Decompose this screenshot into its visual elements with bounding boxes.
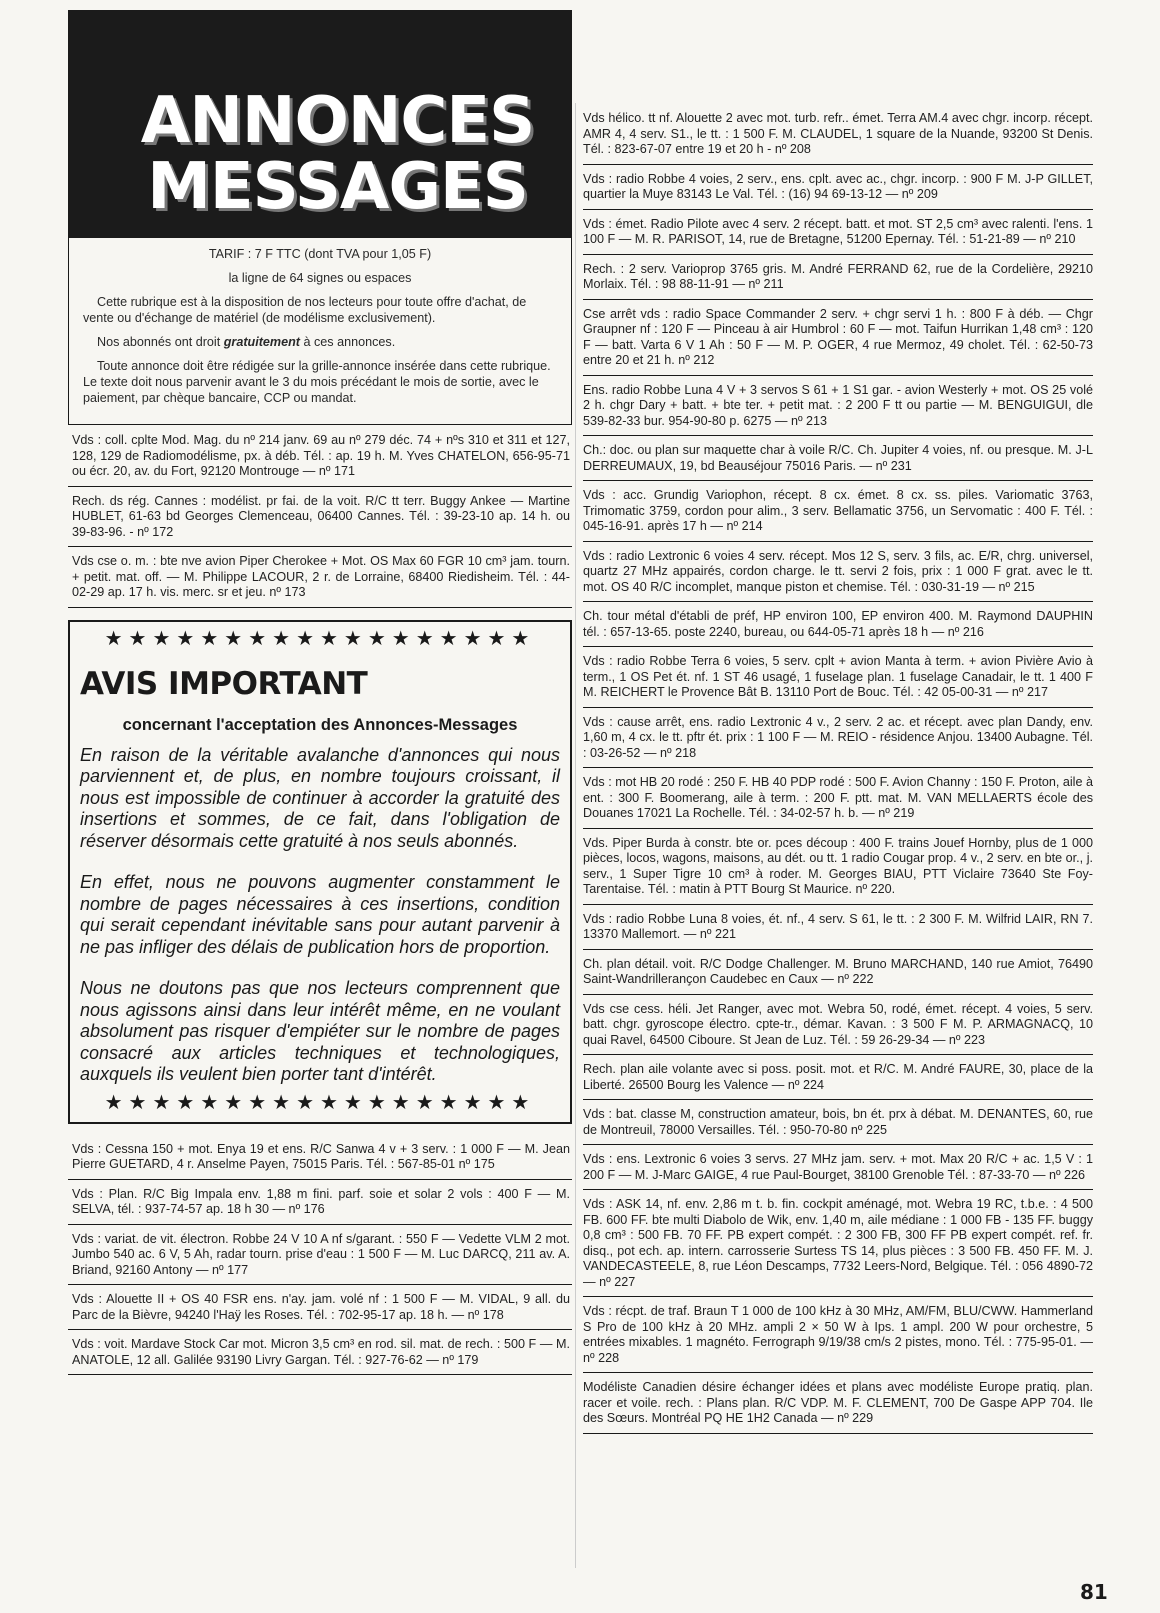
- right-column: [583, 103, 1093, 1434]
- classified-ad: Vds : Cessna 150 + mot. Enya 19 et ens. R/C Sanwa 4 v + 3 serv. : 1 000 F — M. Jean Pierre GUETARD, 4 r. Anselme Payen, 75015 Paris. Tél. : 567-85-01 nº 175: [68, 1134, 572, 1180]
- classified-ad: Vds : variat. de vit. électron. Robbe 24 V 10 A nf s/garant. : 550 F — Vedette VLM 2 mot. Jumbo 540 ac. 6 V, 5 Ah, radar tourn. prise d'eau : 1 500 F — M. Luc DARCQ, 211 av. A. Briand, 92160 Antony — nº 177: [68, 1225, 572, 1286]
- title-line-2: MESSAGES: [147, 150, 528, 224]
- important-notice: [68, 620, 572, 1124]
- classified-ad: Vds cse cess. héli. Jet Ranger, avec mot. Webra 50, rodé, émet. récept. 4 voies, 5 serv. batt. chgr. gyroscope électro. cpte-tr., démar. Kavan. : 3 500 F M. P. ARMAGNACQ, 10 quai Ravel, 64500 Ciboure. St Jean de Luz. Tél. : 59 26-29-34 — nº 223: [583, 995, 1093, 1056]
- notice-paragraph: Nous ne doutons pas que nos lecteurs comprennent que nous agissons ainsi dans leur intérêt même, en ne voulant absolument pas risquer d'empiéter sur le nombre de pages consacré aux articles techniques et technologiques, auxquels ils veulent bien porter tant d'intérêt.: [80, 978, 560, 1084]
- classified-ad: Cse arrêt vds : radio Space Commander 2 serv. + chgr servi 1 h. : 800 F à déb. — Chgr Graupner nf : 120 F — Pinceau à air Humbrol : 60 F — mot. Taifun Hurrikan 1,48 cm³ : 120 F — batt. Varta 6 V 1 Ah : 50 F — M. P. OGER, 4 rue Mermoz, 49 cholet. Tél. : 62-50-73 entre 20 et 21 h. nº 212: [583, 300, 1093, 376]
- classified-ad: Vds : radio Robbe Luna 8 voies, ét. nf., 4 serv. S 61, le tt. : 2 300 F. M. Wilfrid LAIR, RN 7. 13370 Mallemort. — nº 221: [583, 905, 1093, 950]
- classified-ad: Vds : cause arrêt, ens. radio Lextronic 4 v., 2 serv. 2 ac. et récept. avec plan Dandy, env. 1,60 m, 4 cx. le tt. pftr ét. prix : 1 100 F — M. REIO - résidence Anjou. 13400 Aubagne. Tél. : 03-26-52 — nº 218: [583, 708, 1093, 769]
- page-number: 81: [1080, 1580, 1108, 1604]
- classified-ad: Vds hélico. tt nf. Alouette 2 avec mot. turb. refr.. émet. Terra AM.4 avec chgr. incorp. récept. AMR 4, 4 serv. S1., le tt. : 1 500 F. M. CLAUDEL, 1 square de la Nuande, 93200 St Denis. Tél. : 823-67-07 entre 19 et 20 h - nº 208: [583, 103, 1093, 165]
- tarif-para-1: Cette rubrique est à la disposition de nos lecteurs pour toute offre d'achat, de vente ou d'échange de matériel (de modélisme exclusivement).: [83, 295, 527, 325]
- column-divider: [575, 103, 576, 1568]
- classified-ad: Vds : Alouette II + OS 40 FSR ens. n'ay. jam. volé nf : 1 500 F — M. VIDAL, 9 all. du Parc de la Bièvre, 94240 l'Haÿ les Roses. Tél. : 702-95-17 ap. 18 h. — nº 178: [68, 1285, 572, 1330]
- left-ads-bottom: [68, 1134, 572, 1376]
- notice-subtitle: concernant l'acceptation des Annonces-Messages: [122, 715, 518, 734]
- left-column: [68, 10, 572, 1375]
- notice-paragraph: En effet, nous ne pouvons augmenter constamment le nombre de pages nécessaires à ces insertions, condition qui serait cependant inévitable sans pour autant parvenir à ne pas infliger des délais de publication hors de proportion.: [80, 872, 560, 957]
- classified-ad: Ch.: doc. ou plan sur maquette char à voile R/C. Ch. Jupiter 4 voies, nf. ou presque. M. J-L DERREUMAUX, 19, bd Beauséjour 75016 Paris. — nº 231: [583, 436, 1093, 481]
- star-row-bottom: ★★★★★★★★★★★★★★★★★★: [104, 1091, 536, 1114]
- classified-ad: Vds : acc. Grundig Variophon, récept. 8 cx. émet. 8 cx. ss. piles. Variomatic 3763, Trimomatic 3759, cordon pour alim., 3 serv. Bellamatic 3756, un Servomatic : 400 F. Tél. : 045-16-91. après 17 h — nº 214: [583, 481, 1093, 542]
- classified-ad: Vds : coll. cplte Mod. Mag. du nº 214 janv. 69 au nº 279 déc. 74 + nºs 310 et 311 et 127, 128, 129 de Radiomodélisme, px. à déb. Tél. : ap. 19 h. M. Yves CHATELON, 656-95-71 ou écr. 20, av. du Fort, 92120 Montrouge — nº 171: [68, 425, 572, 487]
- classified-ad: Vds : émet. Radio Pilote avec 4 serv. 2 récept. batt. et mot. ST 2,5 cm³ avec ralenti. l'ens. 1 100 F — M. R. PARISOT, 14, rue de Bretagne, 51200 Epernay. Tél. : 51-21-89 — nº 210: [583, 210, 1093, 255]
- tarif-box: [68, 238, 572, 425]
- classified-ad: Vds cse o. m. : bte nve avion Piper Cherokee + Mot. OS Max 60 FGR 10 cm³ jam. tourn. + petit. mat. off. — M. Philippe LACOUR, 2 r. de Lorraine, 68400 Riedisheim. Tél. : 44-02-29 ap. 17 h. vis. merc. sr et jeu. nº 173: [68, 547, 572, 608]
- classified-ad: Modéliste Canadien désire échanger idées et plans avec modéliste Europe pratiq. plan. racer et voile. rech. : Plans plan. R/C VDP. M. F. CLEMENT, 700 De Gaspe APP 704. Ile des Sœurs. Montréal PQ HE 1H2 Canada — nº 229: [583, 1373, 1093, 1434]
- tarif-line-1: TARIF : 7 F TTC (dont TVA pour 1,05 F): [208, 247, 432, 261]
- classified-ad: Vds : bat. classe M, construction amateur, bois, bn ét. prx à débat. M. DENANTES, 60, rue de Montreuil, 78000 Versailles. Tél. : 950-70-80 nº 225: [583, 1100, 1093, 1145]
- star-row-top: ★★★★★★★★★★★★★★★★★★: [104, 627, 536, 650]
- classified-ad: Vds : radio Lextronic 6 voies 4 serv. récept. Mos 12 S, serv. 3 fils, ac. E/R, chrg. universel, quartz 27 MHz appairés, cordon charge. le tt. servi 2 fois, prix : 1 000 F grat. avec le tt. mot. OS 40 R/C incomplet, manque piston et chemise. Tél. : 030-31-19 — nº 215: [583, 542, 1093, 603]
- notice-title: AVIS IMPORTANT: [80, 665, 368, 702]
- tarif-para-2: Nos abonnés ont droit gratuitement à ces annonces.: [97, 335, 396, 349]
- classified-ad: Vds : récpt. de traf. Braun T 1 000 de 100 kHz à 30 MHz, AM/FM, BLU/CWW. Hammerland S Pro de 100 kHz à 20 MHz. ampli 2 × 50 W à Ips. 1 ampl. 200 W pour orchestre, 5 entrées mixables. 1 magnéto. Ferrograph 9/19/38 cm/s 2 pistes, mono. Tél. : 775-95-01. — nº 228: [583, 1297, 1093, 1373]
- section-title: [113, 84, 562, 224]
- classified-ad: Ens. radio Robbe Luna 4 V + 3 servos S 61 + 1 S1 gar. - avion Westerly + mot. OS 25 volé 2 h. chgr Dary + batt. + bte ter. + petit mat. : 2 200 F tt ou partie — M. BENGUIGUI, dle 539-82-33 bur. 954-90-80 p. 6275 — nº 213: [583, 376, 1093, 437]
- classified-ad: Vds : voit. Mardave Stock Car mot. Micron 3,5 cm³ en rod. sil. mat. de rech. : 500 F — M. ANATOLE, 12 all. Galilée 93190 Livry Gargan. Tél. : 927-76-62 — nº 179: [68, 1330, 572, 1375]
- classified-ad: Rech. plan aile volante avec si poss. posit. mot. et R/C. M. André FAURE, 30, place de la Liberté. 26500 Bourg les Valence — nº 224: [583, 1055, 1093, 1100]
- classified-ad: Rech. ds rég. Cannes : modélist. pr fai. de la voit. R/C tt terr. Buggy Ankee — Martine HUBLET, 61-63 bd Georges Clemenceau, 06400 Cannes. Tél. : 39-23-10 ap. 14 h. ou 39-83-96. - nº 172: [68, 487, 572, 548]
- tarif-para-3: Toute annonce doit être rédigée sur la grille-annonce insérée dans cette rubrique. Le texte doit nous parvenir avant le 3 du mois précédant le mois de sortie, avec le paiement, par chèque bancaire, CCP ou mandat.: [83, 359, 551, 405]
- classified-ad: Vds : ASK 14, nf. env. 2,86 m t. b. fin. cockpit aménagé, mot. Webra 19 RC, t.b.e. : 4 500 FB. 600 FF. bte multi Diabolo de Wik, env. 1,40 m, aile médiane : 1 000 FB - 135 FF. buggy 0,8 cm³ : 500 FB. 70 FF. PB expert compét. : 2 300 FB, 300 FF PB expert compét. ref. fr. disq., pot ech. ap. intern. carrosserie Surtess TS 14, plus pièces : 3 500 FB. 450 FF. M. J. VANDECASTEELE, 8, rue Léon Descamps, 7732 Leers-Nord, Belgique. Tél. : 056 4890-72 — nº 227: [583, 1190, 1093, 1297]
- classified-ad: Ch. plan détail. voit. R/C Dodge Challenger. M. Bruno MARCHAND, 140 rue Amiot, 76490 Saint-Wandrilleranҫon Caudebec en Caux — nº 222: [583, 950, 1093, 995]
- tarif-line-2: la ligne de 64 signes ou espaces: [228, 271, 412, 285]
- classified-ad: Ch. tour métal d'établi de préf, HP environ 100, EP environ 400. M. Raymond DAUPHIN tél. : 657-13-65. poste 2240, bureau, ou 644-05-71 après 18 h — nº 216: [583, 602, 1093, 647]
- classified-ad: Vds : mot HB 20 rodé : 250 F. HB 40 PDP rodé : 500 F. Avion Channy : 150 F. Proton, aile à ent. : 300 F. Boomerang, aile à term. : 200 F. ptt. mat. M. VAN MELLAERTS école des Douanes 17021 La Rochelle. Tél. : 34-02-57 h. b. — nº 219: [583, 768, 1093, 829]
- classified-ad: Vds : ens. Lextronic 6 voies 3 servs. 27 MHz jam. serv. + mot. Max 20 R/C + ac. 1,5 V : 1 200 F — M. J-Marc GAIGE, 4 rue Paul-Bourget, 38100 Grenoble Tél. : 87-33-70 — nº 226: [583, 1145, 1093, 1190]
- classified-ad: Vds. Piper Burda à constr. bte or. pces découp : 400 F. trains Jouef Hornby, plus de 1 000 pièces, locos, wagons, maisons, au dét. ou tt. 1 radio Cougar prop. 4 v., 2 serv. en bte or., j. serv., 1 Super Tigre 10 cm³ à roder. M. Georges BIAU, PTT Viclaire 73640 Ste Foy-Tarentaise. Tél. : matin à PTT Bourg St Maurice. nº 220.: [583, 829, 1093, 905]
- classified-ad: Rech. : 2 serv. Varioprop 3765 gris. M. André FERRAND 62, rue de la Cordelière, 29210 Morlaix. Tél. : 98 88-11-91 — nº 211: [583, 255, 1093, 300]
- notice-paragraph: En raison de la véritable avalanche d'annonces qui nous parviennent et, de plus, en nombre toujours croissant, il nous est impossible de continuer à accorder la gratuité des insertions et sommes, de ce fait, dans l'obligation de réserver désormais cette gratuité à nos seuls abonnés.: [80, 744, 560, 851]
- classified-ad: Vds : radio Robbe Terra 6 voies, 5 serv. cplt + avion Manta à term. + avion Pivière Avio à term., 1 OS Pet ét. nf. 1 ST 46 usagé, 1 fuselage plan. 1 fuselage Canadair, le tt. 1 400 F M. REICHERT le Provence Bât B. 13110 Port de Bouc. Tél. : 42 05-00-31 — nº 217: [583, 647, 1093, 708]
- classified-ad: Vds : radio Robbe 4 voies, 2 serv., ens. cplt. avec ac., chgr. incorp. : 900 F M. J-P GILLET, quartier la Muye 83143 Le Val. Tél. : (16) 94 69-13-12 — nº 209: [583, 165, 1093, 210]
- classified-ad: Vds : Plan. R/C Big Impala env. 1,88 m fini. parf. soie et solar 2 vols : 400 F — M. SELVA, tél. : 937-74-57 ap. 18 h 30 — nº 176: [68, 1180, 572, 1225]
- left-ads-top: [68, 425, 572, 608]
- section-header: [68, 10, 572, 238]
- title-line-1: ANNONCES: [140, 84, 535, 158]
